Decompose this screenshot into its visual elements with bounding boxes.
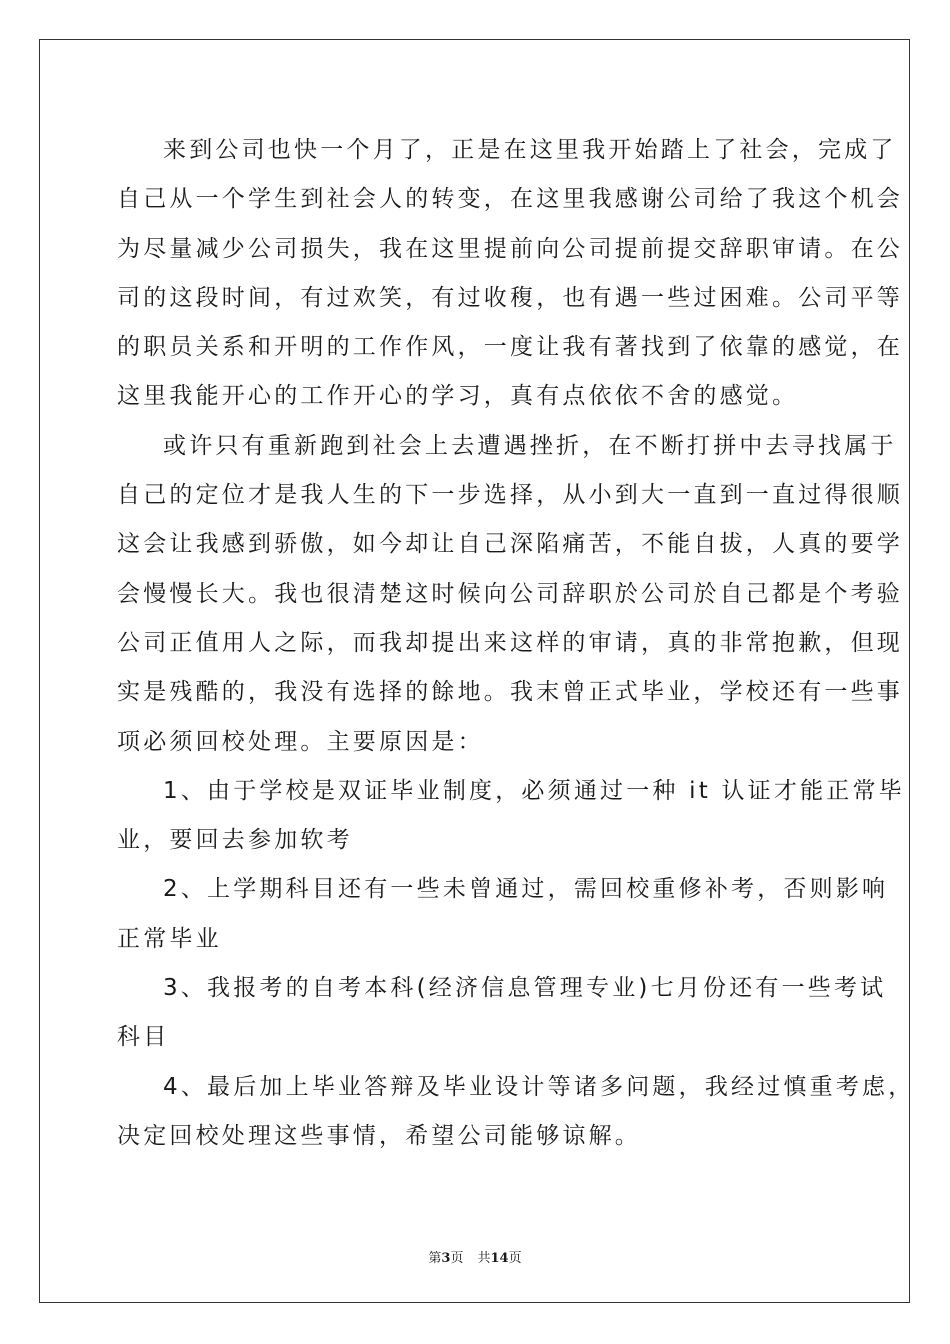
text-line: 科目 [117,1024,170,1051]
text-line: 自己从一个学生到社会人的转变，在这里我感谢公司给了我这个机会 [117,186,903,213]
total-label-prefix: 共 [477,1251,491,1266]
text-line: 来到公司也快一个月了，正是在这里我开始踏上了社会，完成了 [163,137,897,163]
page-label-suffix: 页 [450,1251,464,1266]
text-line: 为尽量减少公司损失，我在这里提前向公司提前提交辞职审请。在公 [117,235,903,262]
page-footer [0,1247,950,1266]
text-line: 决定回校处理这些事情，希望公司能够谅解。 [117,1122,641,1149]
text-line: 1、由于学校是双证毕业制度，必须通过一种 it 认证才能正常毕 [163,777,905,804]
current-page-number: 3 [441,1251,451,1266]
text-line: 司的这段时间，有过欢笑，有过收稪，也有遇一些过困难。公司平等 [117,284,903,311]
text-line: 项必须回校处理。主要原因是： [117,728,484,755]
text-line: 这会让我感到骄傲，如今却让自己深陷痛苦，不能自拔，人真的要学 [117,531,903,558]
text-line: 会慢慢长大。我也很清楚这时候向公司辞职於公司於自己都是个考验 [117,580,903,607]
text-line: 3、我报考的自考本科(经济信息管理专业)七月份还有一些考试 [163,975,887,1002]
total-label-suffix: 页 [508,1251,522,1266]
text-line: 这里我能开心的工作开心的学习，真有点依依不舍的感觉。 [117,383,799,410]
text-line: 正常毕业 [117,925,222,952]
text-line: 实是残酷的，我没有选择的餘地。我末曾正式毕业，学校还有一些事 [117,679,903,706]
text-line: 2、上学期科目还有一些未曾通过，需回校重修补考，否则影响 [163,876,889,903]
document-body [117,126,915,1161]
text-line: 或许只有重新跑到社会上去遭遇挫折，在不断打拼中去寻找属于 [163,432,897,459]
text-line: 业，要回去参加软考 [117,827,353,854]
text-line: 自己的定位才是我人生的下一步选择，从小到大一直到一直过得很顺 [117,482,903,509]
text-line: 4、最后加上毕业答辩及毕业设计等诸多问题，我经过慎重考虑， [163,1073,915,1100]
total-page-count: 14 [490,1251,509,1266]
text-line: 的职员关系和开明的工作作风，一度让我有著找到了依靠的感觉，在 [117,334,903,361]
text-line: 公司正值用人之际，而我却提出来这样的审请，真的非常抱歉，但现 [117,629,903,656]
page-label-prefix: 第 [428,1251,442,1266]
